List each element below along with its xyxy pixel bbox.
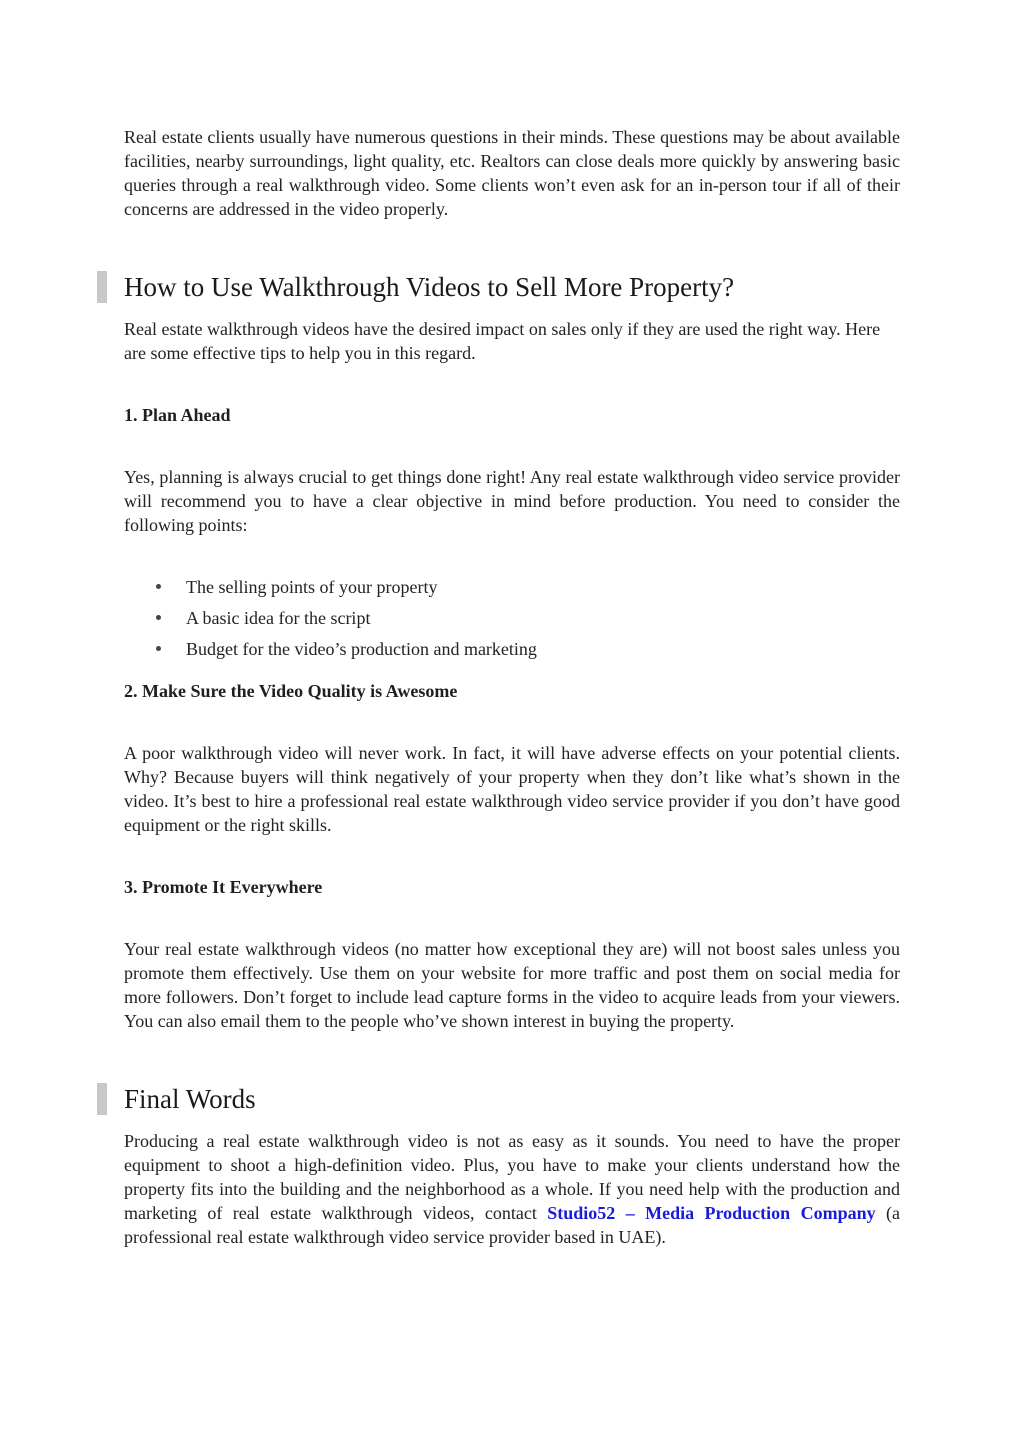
- intro-paragraph: Real estate clients usually have numerous questions in their minds. These questions may be about available facilities, nearby surroundings, light quality, etc. Realtors can close deals more quickly by answering basic queries through a real walkthrough video. Some clients won’t even ask for an in-person tour if all of their concerns are addressed in the video properly.: [124, 127, 900, 219]
- tip-body-video-quality: A poor walkthrough video will never work. In fact, it will have adverse effects on your potential clients. Why? Because buyers will think negatively of your property when they don’t like what’s shown in the video. It’s best to hire a professional real estate walkthrough video service provider if you don’t have good equipment or the right skills.: [124, 743, 900, 835]
- section-heading-how-to-use: [124, 271, 900, 303]
- section-intro-paragraph: Real estate walkthrough videos have the desired impact on sales only if they are used the right way. Here are some effective tips to help you in this regard.: [124, 319, 881, 363]
- section-heading-final-words: [124, 1083, 900, 1115]
- studio52-link[interactable]: Studio52 – Media Production Company: [547, 1203, 876, 1223]
- list-item-text: The selling points of your property: [186, 577, 438, 597]
- tip-heading-plan-ahead: 1. Plan Ahead: [124, 405, 231, 425]
- tip-body-plan-ahead: Yes, planning is always crucial to get things done right! Any real estate walkthrough video service provider will recommend you to have a clear objective in mind before production. You need to consider the following points:: [124, 467, 900, 535]
- tip-heading-promote: 3. Promote It Everywhere: [124, 877, 323, 897]
- tip-body-promote: Your real estate walkthrough videos (no matter how exceptional they are) will not boost sales unless you promote them effectively. Use them on your website for more traffic and post them on social media for more followers. Don’t forget to include lead capture forms in the video to acquire leads from your viewers. You can also email them to the people who’ve shown interest in buying the property.: [124, 939, 900, 1031]
- list-item: [124, 575, 900, 606]
- tip-heading-video-quality: 2. Make Sure the Video Quality is Awesome: [124, 681, 458, 701]
- list-item: [124, 606, 900, 637]
- bullet-list-points: [124, 575, 900, 668]
- bullet-dot-icon: [156, 615, 161, 620]
- section-heading-text: How to Use Walkthrough Videos to Sell More Property?: [124, 272, 735, 302]
- final-words-paragraph: [124, 1129, 900, 1249]
- list-item-text: Budget for the video’s production and marketing: [186, 639, 537, 659]
- document-page: [124, 125, 900, 1249]
- list-item-text: A basic idea for the script: [186, 608, 371, 628]
- section-heading-text: Final Words: [124, 1084, 256, 1114]
- heading-accent-bar: [97, 1083, 107, 1115]
- bullet-dot-icon: [156, 584, 161, 589]
- final-words-text-before: Producing a real estate walkthrough video is not as easy as it sounds. You need to have the proper equipment to shoot a high-definition video. Plus, you have to make your clients understand how the property fits into the building and the neighborhood as a whole. If you need help with the production and marketing of real estate walkthrough videos, contact: [124, 1131, 900, 1223]
- heading-accent-bar: [97, 271, 107, 303]
- final-words-text-after: (a professional real estate walkthrough video service provider based in UAE).: [124, 1203, 901, 1247]
- bullet-dot-icon: [156, 646, 161, 651]
- list-item: [124, 637, 900, 668]
